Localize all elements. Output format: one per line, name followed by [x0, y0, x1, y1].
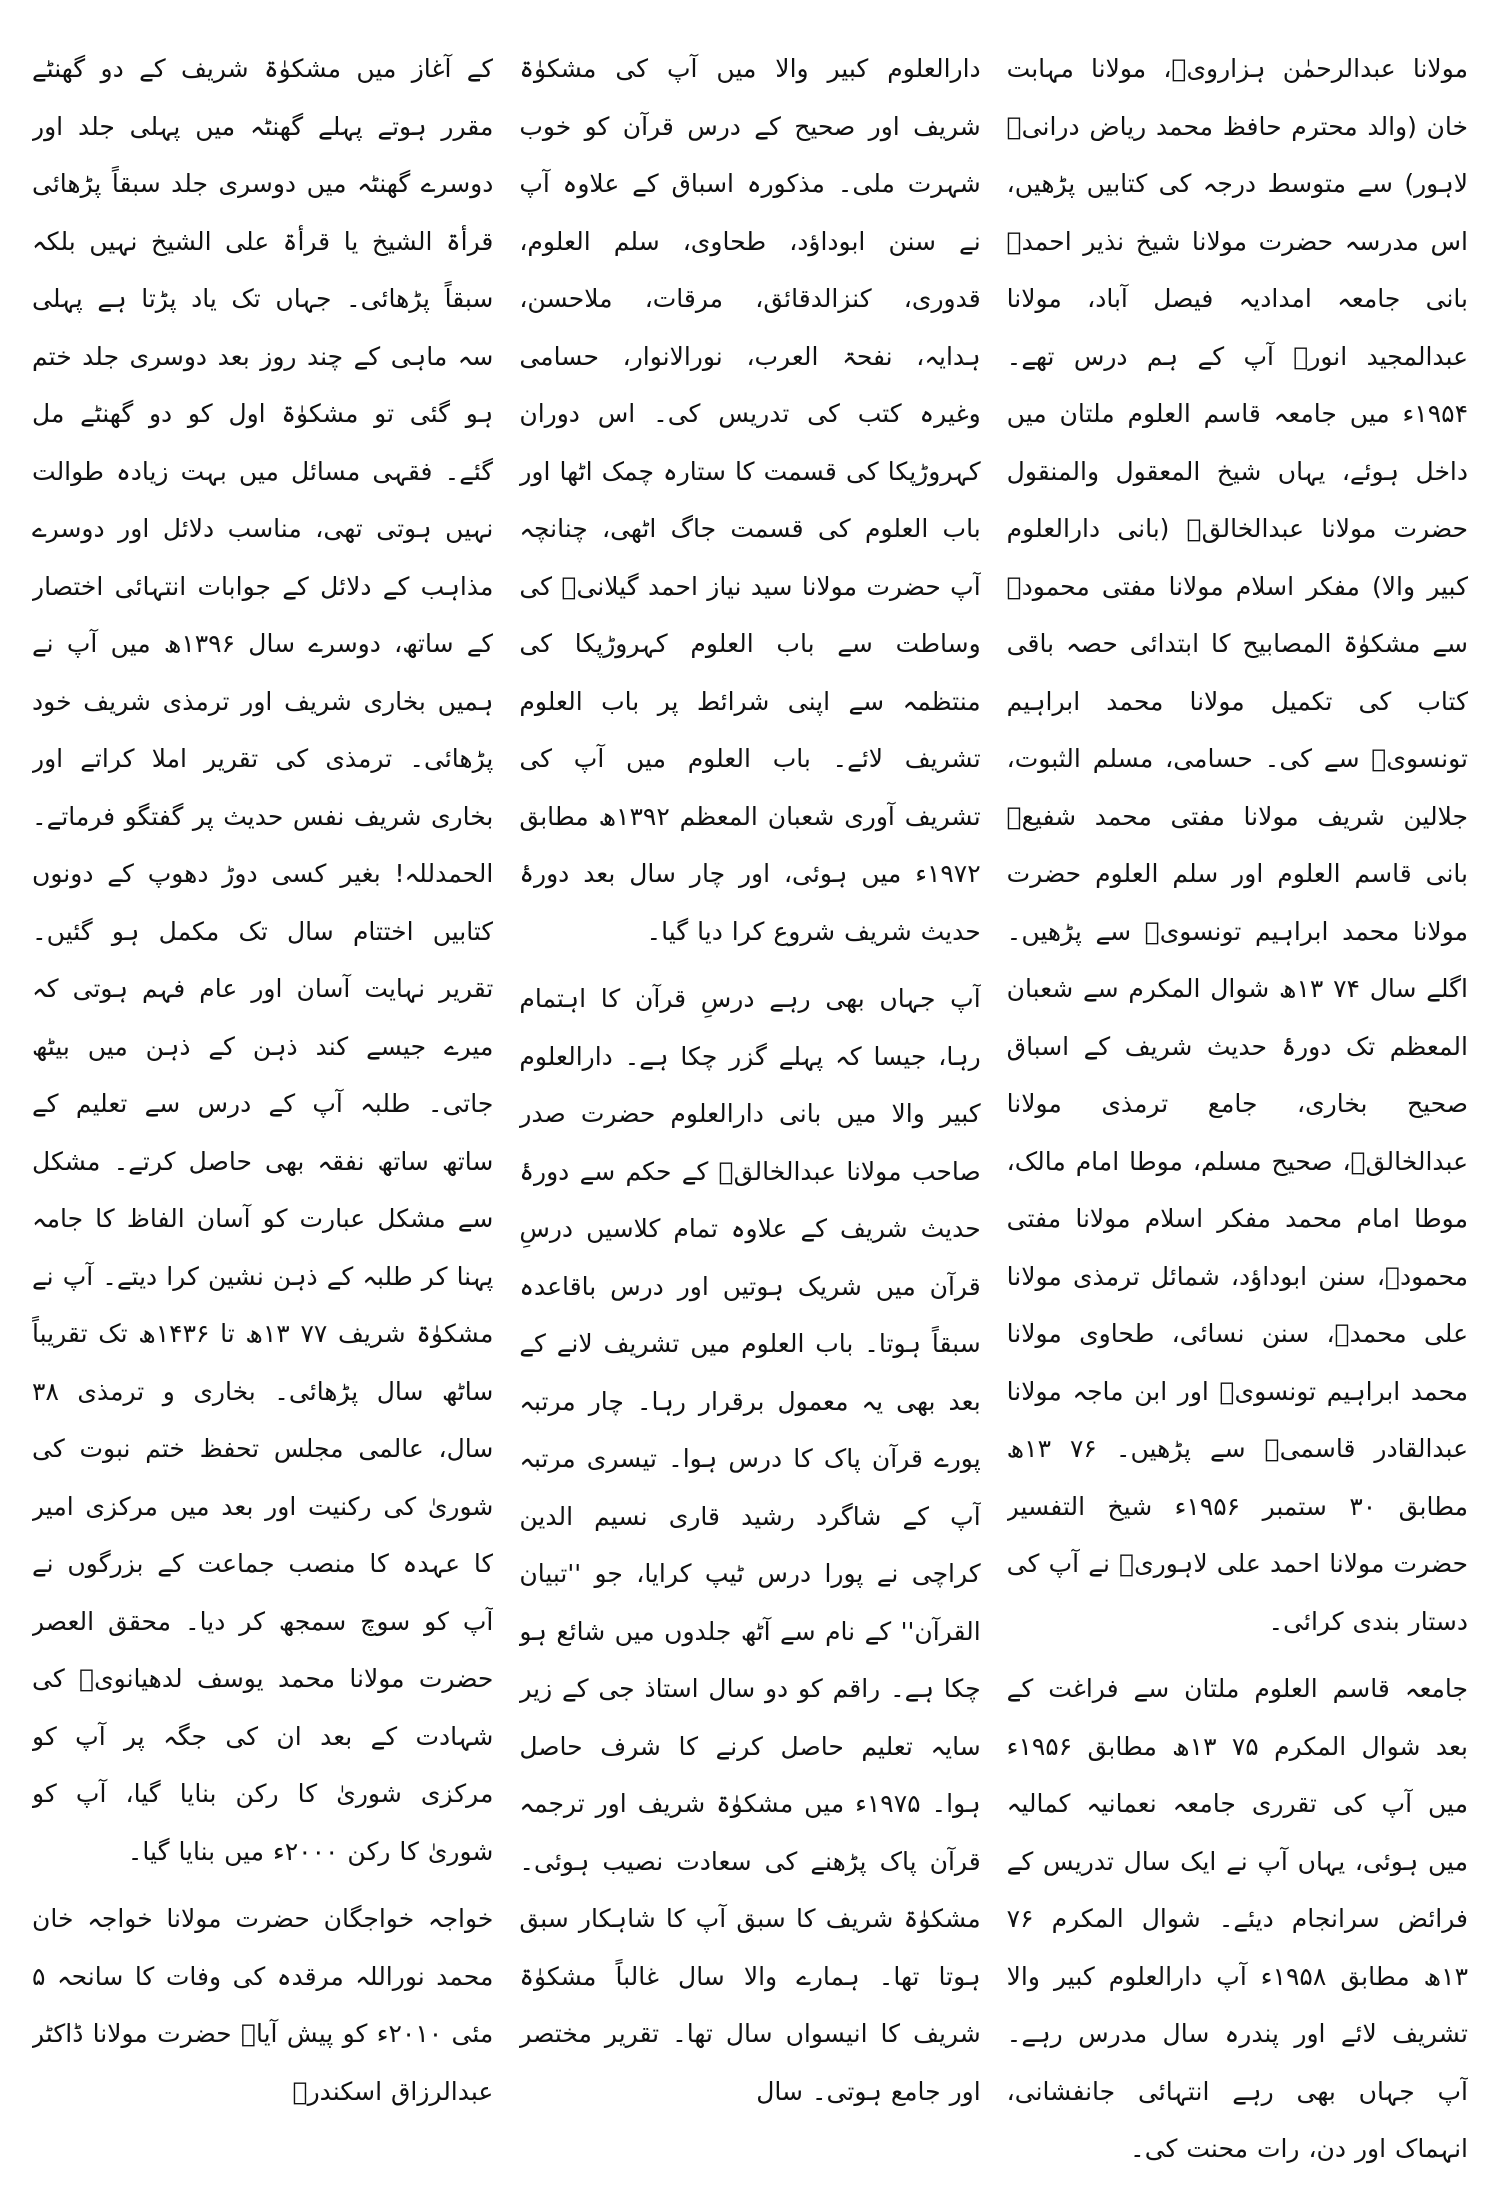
paragraph: دارالعلوم کبیر والا میں آپ کی مشکوٰۃ شریف اور صحیح کے درس قرآن کو خوب شہرت ملی۔ مذکورہ اسباق کے علاوہ آپ نے سنن ابوداؤد، طحاوی، سلم العلوم، قدوری، کنزالدقائق، مرقات، ملاحسن، ہدایہ، نفحۃ العرب، نورالانوار، حسامی وغیرہ کتب کی تدریس کی۔ اس دوران کہروڑپکا کی قسمت کا ستارہ چمک اٹھا اور باب العلوم کی قسمت جاگ اٹھی، چنانچہ آپ حضرت مولانا سید نیاز احمد گیلانیؒ کی وساطت سے باب العلوم کہروڑپکا کی منتظمہ سے اپنی شرائط پر باب العلوم تشریف لائے۔ باب العلوم میں آپ کی تشریف آوری شعبان المعظم ۱۳۹۲ھ مطابق ۱۹۷۲ء میں ہوئی، اور چار سال بعد دورۂ حدیث شریف شروع کرا دیا گیا۔ [519, 54, 981, 946]
paragraph: آپ جہاں بھی رہے درسِ قرآن کا اہتمام رہا، جیسا کہ پہلے گزر چکا ہے۔ دارالعلوم کبیر والا میں بانی دارالعلوم حضرت صدر صاحب مولانا عبدالخالقؒ کے حکم سے دورۂ حدیث شریف کے علاوہ تمام کلاسیں درسِ قرآن میں شریک ہوتیں اور درس باقاعدہ سبقاً ہوتا۔ باب العلوم میں تشریف لانے کے بعد بھی یہ معمول برقرار رہا۔ چار مرتبہ پورے قرآن پاک کا درس ہوا۔ تیسری مرتبہ آپ کے شاگرد رشید قاری نسیم الدین کراچی نے پورا درس ٹیپ کرایا، جو ''تبیان القرآن'' کے نام سے آٹھ جلدوں میں شائع ہو چکا ہے۔ راقم کو دو سال استاذ جی کے زیر سایہ تعلیم حاصل کرنے کا شرف حاصل ہوا۔ ۱۹۷۵ء میں مشکوٰۃ شریف اور ترجمہ قرآن پاک پڑھنے کی سعادت نصیب ہوئی۔ مشکوٰۃ شریف کا سبق آپ کا شاہکار سبق ہوتا تھا۔ ہمارے والا سال غالباً مشکوٰۃ شریف کا انیسواں سال تھا۔ تقریر مختصر اور جامع ہوتی۔ سال [519, 984, 981, 2106]
column-right [1007, 40, 1468, 2170]
column-middle [519, 40, 980, 2170]
paragraph: جامعہ قاسم العلوم ملتان سے فراغت کے بعد شوال المکرم ۷۵ ۱۳ھ مطابق ۱۹۵۶ء میں آپ کی تقرری جامعہ نعمانیہ کمالیہ میں ہوئی، یہاں آپ نے ایک سال تدریس کے فرائض سرانجام دیئے۔ شوال المکرم ۷۶ ۱۳ھ مطابق ۱۹۵۸ء آپ دارالعلوم کبیر والا تشریف لائے اور پندرہ سال مدرس رہے۔ آپ جہاں بھی رہے انتہائی جانفشانی، انہماک اور دن، رات محنت کی۔ [1006, 1674, 1468, 2163]
paragraph: کے آغاز میں مشکوٰۃ شریف کے دو گھنٹے مقرر ہوتے پہلے گھنٹہ میں پہلی جلد اور دوسرے گھنٹہ میں دوسری جلد سبقاً پڑھائی قرأۃ الشیخ یا قرأۃ علی الشیخ نہیں بلکہ سبقاً پڑھائی۔ جہاں تک یاد پڑتا ہے پہلی سہ ماہی کے چند روز بعد دوسری جلد ختم ہو گئی تو مشکوٰۃ اول کو دو گھنٹے مل گئے۔ فقہی مسائل میں بہت زیادہ طوالت نہیں ہوتی تھی، مناسب دلائل اور دوسرے مذاہب کے دلائل کے جوابات انتہائی اختصار کے ساتھ، دوسرے سال ۱۳۹۶ھ میں آپ نے ہمیں بخاری شریف اور ترمذی شریف خود پڑھائی۔ ترمذی کی تقریر املا کراتے اور بخاری شریف نفس حدیث پر گفتگو فرماتے۔ الحمدللہ! بغیر کسی دوڑ دھوپ کے دونوں کتابیں اختتام سال تک مکمل ہو گئیں۔ تقریر نہایت آسان اور عام فہم ہوتی کہ میرے جیسے کند ذہن کے ذہن میں بیٹھ جاتی۔ طلبہ آپ کے درس سے تعلیم کے ساتھ ساتھ نفقہ بھی حاصل کرتے۔ مشکل سے مشکل عبارت کو آسان الفاظ کا جامہ پہنا کر طلبہ کے ذہن نشین کرا دیتے۔ آپ نے مشکوٰۃ شریف ۷۷ ۱۳ھ تا ۱۴۳۶ھ تک تقریباً ساٹھ سال پڑھائی۔ بخاری و ترمذی ۳۸ سال، عالمی مجلس تحفظ ختم نبوت کی شوریٰ کی رکنیت اور بعد میں مرکزی امیر کا عہدہ کا منصب جماعت کے بزرگوں نے آپ کو سوچ سمجھ کر دیا۔ محقق العصر حضرت مولانا محمد یوسف لدھیانویؒ کی شہادت کے بعد ان کی جگہ پر آپ کو مرکزی شوریٰ کا رکن بنایا گیا، آپ کو شوریٰ کا رکن ۲۰۰۰ء میں بنایا گیا۔ [32, 54, 494, 1866]
paragraph: خواجہ خواجگان حضرت مولانا خواجہ خان محمد نوراللہ مرقدہ کی وفات کا سانحہ ۵ مئی ۲۰۱۰ء کو پیش آیا۔ حضرت مولانا ڈاکٹر عبدالرزاق اسکندرؒ [32, 1904, 494, 2106]
paragraph: مولانا عبدالرحمٰن ہزارویؒ، مولانا مہابت خان (والد محترم حافظ محمد ریاض درانیؒ لاہور) سے متوسط درجہ کی کتابیں پڑھیں، اس مدرسہ حضرت مولانا شیخ نذیر احمدؒ بانی جامعہ امدادیہ فیصل آباد، مولانا عبدالمجید انورؒ آپ کے ہم درس تھے۔ ۱۹۵۴ء میں جامعہ قاسم العلوم ملتان میں داخل ہوئے، یہاں شیخ المعقول والمنقول حضرت مولانا عبدالخالقؒ (بانی دارالعلوم کبیر والا) مفکر اسلام مولانا مفتی محمودؒ سے مشکوٰۃ المصابیح کا ابتدائی حصہ باقی کتاب کی تکمیل مولانا محمد ابراہیم تونسویؒ سے کی۔ حسامی، مسلم الثبوت، جلالین شریف مولانا مفتی محمد شفیعؒ بانی قاسم العلوم اور سلم العلوم حضرت مولانا محمد ابراہیم تونسویؒ سے پڑھیں۔ اگلے سال ۷۴ ۱۳ھ شوال المکرم سے شعبان المعظم تک دورۂ حدیث شریف کے اسباق صحیح بخاری، جامع ترمذی مولانا عبدالخالقؒ، صحیح مسلم، موطا امام مالک، موطا امام محمد مفکر اسلام مولانا مفتی محمودؒ، سنن ابوداؤد، شمائل ترمذی مولانا علی محمدؒ، سنن نسائی، طحاوی مولانا محمد ابراہیم تونسویؒ اور ابن ماجہ مولانا عبدالقادر قاسمیؒ سے پڑھیں۔ ۷۶ ۱۳ھ مطابق ۳۰ ستمبر ۱۹۵۶ء شیخ التفسیر حضرت مولانا احمد علی لاہوریؒ نے آپ کی دستار بندی کرائی۔ [1006, 54, 1468, 1636]
column-left [32, 40, 493, 2170]
